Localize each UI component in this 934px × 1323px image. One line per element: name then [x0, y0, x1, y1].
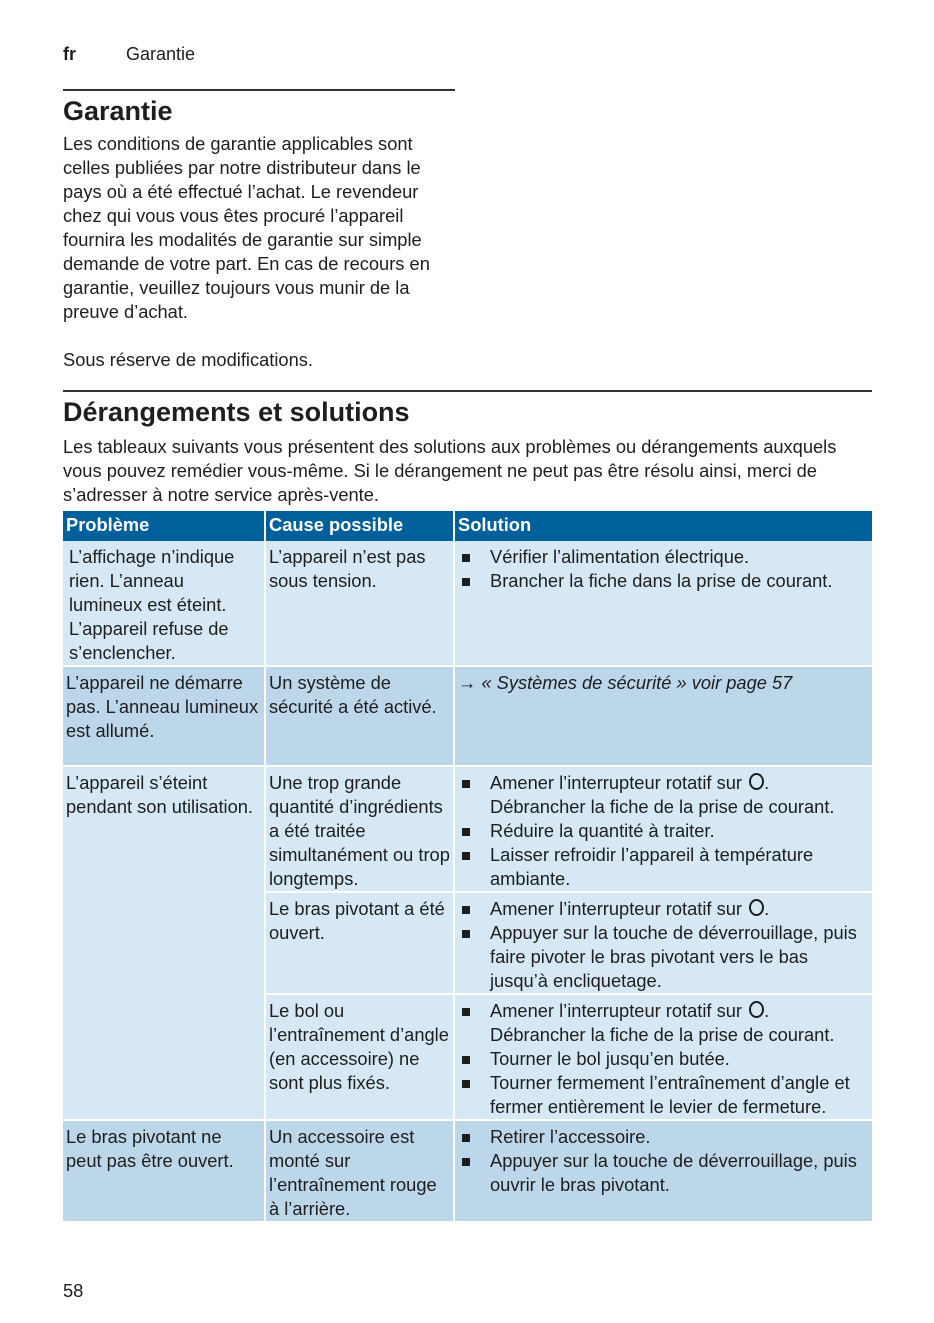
cause-cell: Le bras pivotant a été ouvert.	[265, 892, 454, 994]
section-divider	[63, 89, 455, 91]
bullet-icon	[462, 906, 470, 914]
off-position-icon	[749, 899, 764, 916]
bullet-icon	[462, 1056, 470, 1064]
garantie-title: Garantie	[63, 96, 173, 126]
derangements-title: Dérangements et solutions	[63, 397, 410, 427]
bullet-icon	[462, 554, 470, 562]
problem-cell: L’appareil ne démarre pas. L’anneau lumineux est allumé.	[63, 666, 265, 766]
page-reference: → « Systèmes de sécurité » voir page 57	[458, 672, 793, 693]
solution-item: Réduire la quantité à traiter.	[458, 819, 869, 843]
table-row	[63, 541, 872, 666]
bullet-icon	[462, 1080, 470, 1088]
off-position-icon	[749, 773, 764, 790]
troubleshooting-table	[63, 511, 872, 1223]
problem-cell: L’appareil s’éteint pendant son utilisation.	[63, 766, 265, 1120]
solution-item: Appuyer sur la touche de déverrouillage, puis ouvrir le bras pivotant.	[458, 1149, 869, 1197]
solution-item: Tourner fermement l’entraînement d’angle et fermer entièrement le levier de fermeture.	[458, 1071, 869, 1119]
cause-cell: Un accessoire est monté sur l’entraînement rouge à l’arrière.	[265, 1120, 454, 1222]
solution-cell	[454, 541, 872, 666]
language-code: fr	[63, 44, 76, 64]
arrow-right-icon: →	[458, 672, 477, 693]
table-header-row	[63, 511, 872, 541]
solution-item: Amener l’interrupteur rotatif sur . Débrancher la fiche de la prise de courant.	[458, 999, 869, 1047]
section-divider	[63, 390, 872, 392]
solution-cell	[454, 994, 872, 1120]
bullet-icon	[462, 930, 470, 938]
solution-item: Appuyer sur la touche de déverrouillage, puis faire pivoter le bras pivotant vers le bas jusqu’à encliquetage.	[458, 921, 869, 993]
solution-cell	[454, 892, 872, 994]
page-header	[63, 44, 196, 65]
cause-cell: L’appareil n’est pas sous tension.	[265, 541, 454, 666]
bullet-icon	[462, 1008, 470, 1016]
solution-item: Retirer l’accessoire.	[458, 1125, 869, 1149]
derangements-intro: Les tableaux suivants vous présentent des solutions aux problèmes ou dérangements auxquels vous pouvez remédier vous-même. Si le dérangement ne peut pas être résolu ainsi, merci de s’adresser à notre service après-vente.	[63, 436, 837, 505]
garantie-text: Les conditions de garantie applicables sont celles publiées par notre distributeur dans le pays où a été effectué l’achat. Le revendeur chez qui vous vous êtes procuré l’appareil fournira les modalités de garantie sur simple demande de votre part. En cas de recours en garantie, veuillez toujours vous munir de la preuve d’achat.	[63, 133, 430, 322]
solution-item: Amener l’interrupteur rotatif sur .	[458, 897, 869, 921]
table-row	[63, 1120, 872, 1222]
solution-cell	[454, 1120, 872, 1222]
off-position-icon	[749, 1001, 764, 1018]
bullet-icon	[462, 1134, 470, 1142]
cause-cell: Le bol ou l’entraînement d’angle (en accessoire) ne sont plus fixés.	[265, 994, 454, 1120]
problem-cell: Le bras pivotant ne peut pas être ouvert.	[63, 1120, 265, 1222]
cause-cell: Une trop grande quantité d’ingrédients a été traitée simultanément ou trop longtemps.	[265, 766, 454, 892]
bullet-icon	[462, 1158, 470, 1166]
table-row	[63, 766, 872, 892]
header-problem: Problème	[63, 511, 265, 541]
solution-item: Brancher la fiche dans la prise de courant.	[458, 569, 869, 593]
solution-item: Vérifier l’alimentation électrique.	[458, 545, 869, 569]
solution-item: Laisser refroidir l’appareil à température ambiante.	[458, 843, 869, 891]
section-label: Garantie	[126, 44, 196, 64]
solution-cell	[454, 666, 872, 766]
bullet-icon	[462, 852, 470, 860]
problem-cell: L’affichage n’indique rien. L’anneau lumineux est éteint. L’appareil refuse de s’enclencher.	[63, 541, 265, 666]
solution-item: Tourner le bol jusqu’en butée.	[458, 1047, 869, 1071]
solution-cell	[454, 766, 872, 892]
bullet-icon	[462, 780, 470, 788]
solution-item: Amener l’interrupteur rotatif sur . Débrancher la fiche de la prise de courant.	[458, 771, 869, 819]
bullet-icon	[462, 828, 470, 836]
bullet-icon	[462, 578, 470, 586]
page-number: 58	[63, 1280, 84, 1301]
header-solution: Solution	[454, 511, 872, 541]
table-row	[63, 666, 872, 766]
header-cause: Cause possible	[265, 511, 454, 541]
reserve-note: Sous réserve de modifications.	[63, 349, 313, 370]
cause-cell: Un système de sécurité a été activé.	[265, 666, 454, 766]
